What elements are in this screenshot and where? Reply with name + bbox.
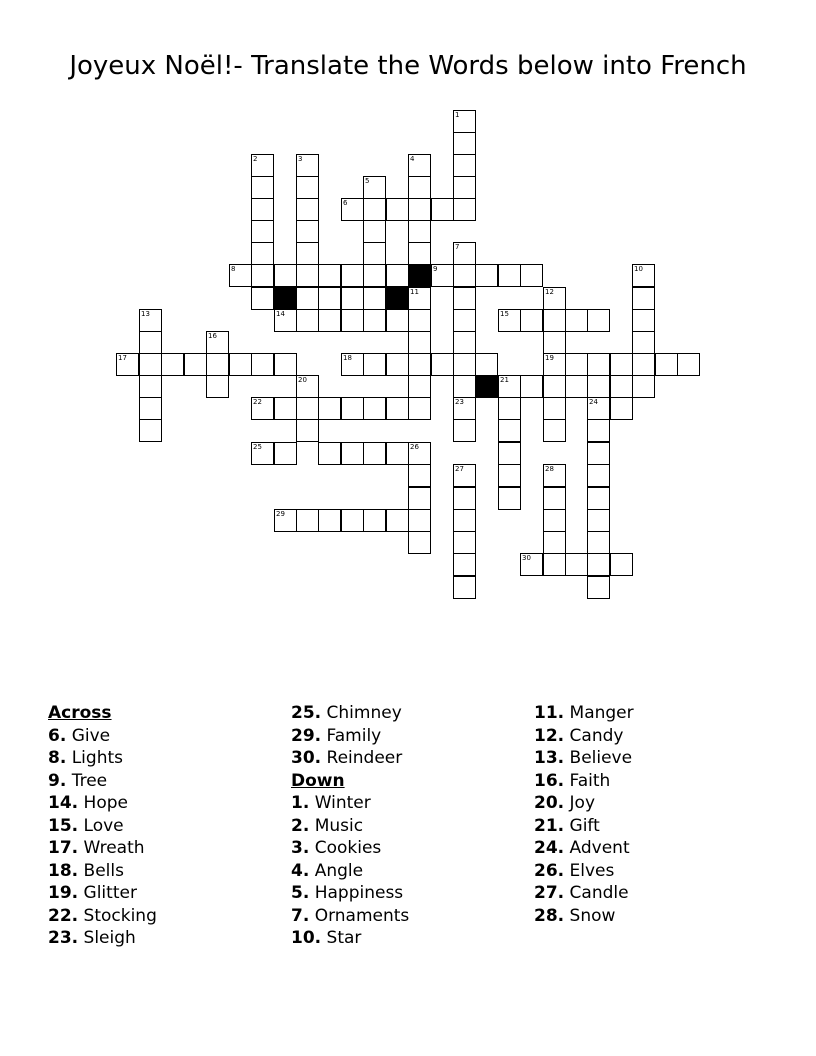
clue-item	[534, 837, 774, 860]
grid-cell[interactable]	[251, 220, 274, 243]
grid-cell[interactable]	[408, 331, 431, 354]
clue-number: 17	[118, 354, 127, 362]
clues-column-3	[534, 702, 774, 927]
grid-cell[interactable]	[587, 353, 610, 376]
grid-cell[interactable]	[453, 419, 476, 442]
clue-item	[48, 905, 288, 928]
grid-cell[interactable]	[587, 487, 610, 510]
grid-cell[interactable]	[274, 264, 297, 287]
grid-cell[interactable]	[408, 509, 431, 532]
grid-cell[interactable]	[453, 531, 476, 554]
grid-cell[interactable]	[206, 353, 229, 376]
grid-cell[interactable]	[139, 353, 162, 376]
grid-cell[interactable]	[386, 509, 409, 532]
clue-item-number: 2.	[291, 815, 310, 836]
grid-cell[interactable]	[363, 242, 386, 265]
clue-item-number: 25.	[291, 703, 322, 723]
grid-cell[interactable]	[251, 198, 274, 221]
clue-item	[534, 747, 774, 770]
grid-cell[interactable]	[363, 509, 386, 532]
grid-cell[interactable]	[408, 375, 431, 398]
clue-item	[48, 882, 288, 905]
clue-item-text: Family	[326, 725, 382, 746]
grid-cell[interactable]	[453, 287, 476, 310]
clue-number: 29	[276, 510, 285, 518]
clue-item-text: Believe	[569, 748, 633, 768]
grid-cell[interactable]	[587, 553, 610, 576]
grid-cell[interactable]	[587, 442, 610, 465]
grid-cell[interactable]	[274, 442, 297, 465]
grid-cell[interactable]	[543, 375, 566, 398]
clue-item-text: Candy	[569, 725, 624, 746]
across-clue-list	[48, 725, 288, 950]
clue-item	[291, 702, 531, 725]
clue-item-number: 22.	[48, 905, 79, 926]
clue-number: 26	[410, 443, 419, 451]
grid-cell[interactable]	[520, 309, 543, 332]
clue-item-text: Hope	[83, 793, 128, 813]
grid-cell[interactable]	[251, 242, 274, 265]
grid-cell[interactable]	[296, 264, 319, 287]
clue-item	[291, 725, 531, 748]
grid-cell[interactable]	[206, 375, 229, 398]
clue-number: 19	[545, 354, 554, 362]
grid-cell[interactable]	[498, 264, 521, 287]
clue-item-number: 1.	[291, 793, 310, 813]
down-clue-list	[291, 792, 531, 950]
grid-cell[interactable]	[341, 509, 364, 532]
clue-item-text: Angle	[314, 860, 364, 881]
grid-cell[interactable]	[498, 397, 521, 420]
grid-cell[interactable]	[453, 176, 476, 199]
grid-cell[interactable]	[498, 487, 521, 510]
clue-item-text: Winter	[314, 793, 371, 813]
grid-cell[interactable]	[453, 553, 476, 576]
grid-cell[interactable]	[543, 397, 566, 420]
clue-item-number: 29.	[291, 725, 322, 746]
grid-cell[interactable]	[274, 397, 297, 420]
clue-item	[534, 905, 774, 928]
clue-item-text: Snow	[569, 905, 616, 926]
grid-cell[interactable]	[543, 331, 566, 354]
grid-cell[interactable]	[587, 464, 610, 487]
grid-cell[interactable]	[363, 353, 386, 376]
grid-cell[interactable]	[139, 419, 162, 442]
grid-cell[interactable]	[296, 509, 319, 532]
grid-cell[interactable]	[161, 353, 184, 376]
grid-cell[interactable]	[498, 442, 521, 465]
grid-cell[interactable]	[139, 375, 162, 398]
grid-cell[interactable]	[475, 264, 498, 287]
clue-item-number: 16.	[534, 770, 565, 791]
clue-item	[48, 725, 288, 748]
clue-number: 3	[298, 155, 303, 163]
grid-cell[interactable]	[296, 176, 319, 199]
grid-cell[interactable]	[632, 375, 655, 398]
grid-cell[interactable]	[520, 264, 543, 287]
grid-cell[interactable]	[587, 531, 610, 554]
grid-cell[interactable]	[453, 309, 476, 332]
clue-number: 5	[365, 177, 370, 185]
clue-item-number: 27.	[534, 883, 565, 903]
clue-number: 21	[500, 376, 509, 384]
clue-item-number: 23.	[48, 928, 79, 948]
grid-cell[interactable]	[408, 487, 431, 510]
grid-cell[interactable]	[453, 375, 476, 398]
grid-cell[interactable]	[543, 419, 566, 442]
grid-cell[interactable]	[229, 353, 252, 376]
clue-item-text: Joy	[569, 793, 596, 813]
clue-item-number: 18.	[48, 860, 79, 881]
grid-cell[interactable]	[498, 419, 521, 442]
grid-cell[interactable]	[677, 353, 700, 376]
clue-number: 15	[500, 310, 509, 318]
grid-cell[interactable]	[587, 576, 610, 599]
clue-item-number: 13.	[534, 748, 565, 768]
clue-number: 23	[455, 398, 464, 406]
grid-cell[interactable]	[408, 309, 431, 332]
grid-cell[interactable]	[408, 464, 431, 487]
clue-item-text: Manger	[569, 703, 634, 723]
clue-number: 22	[253, 398, 262, 406]
grid-cell[interactable]	[408, 397, 431, 420]
clue-item-number: 20.	[534, 793, 565, 813]
clue-item-text: Chimney	[326, 703, 402, 723]
grid-cell[interactable]	[453, 132, 476, 155]
grid-cell[interactable]	[453, 198, 476, 221]
clue-item	[291, 837, 531, 860]
clue-number: 20	[298, 376, 307, 384]
clue-item	[48, 792, 288, 815]
grid-cell[interactable]	[296, 220, 319, 243]
grid-cell[interactable]	[386, 198, 409, 221]
clue-number: 28	[545, 465, 554, 473]
grid-cell[interactable]	[408, 176, 431, 199]
clue-item	[291, 860, 531, 883]
grid-cell[interactable]	[408, 353, 431, 376]
clue-item-text: Wreath	[83, 838, 145, 858]
clue-item-number: 26.	[534, 860, 565, 881]
grid-cell-black	[386, 287, 409, 310]
grid-cell[interactable]	[363, 220, 386, 243]
clue-item-number: 19.	[48, 883, 79, 903]
clue-item-text: Glitter	[83, 883, 137, 903]
grid-cell[interactable]	[587, 509, 610, 532]
clue-item-text: Music	[314, 815, 364, 836]
grid-cell-black	[274, 287, 297, 310]
grid-cell[interactable]	[453, 576, 476, 599]
grid-cell[interactable]	[543, 509, 566, 532]
clue-item-text: Elves	[569, 860, 615, 881]
clue-item	[48, 837, 288, 860]
grid-cell[interactable]	[341, 442, 364, 465]
clue-item-text: Reindeer	[326, 748, 403, 768]
clue-item-number: 21.	[534, 815, 565, 836]
clue-number: 7	[455, 243, 460, 251]
clue-number: 11	[410, 288, 419, 296]
grid-cell[interactable]	[363, 309, 386, 332]
down-heading: Down	[291, 770, 345, 791]
clues-column-1	[48, 702, 288, 950]
page-title: Joyeux Noël!- Translate the Words below into French	[69, 51, 747, 81]
clue-item-number: 12.	[534, 725, 565, 746]
clue-item-text: Sleigh	[83, 928, 136, 948]
clue-number: 27	[455, 465, 464, 473]
grid-cell[interactable]	[565, 375, 588, 398]
clue-number: 13	[141, 310, 150, 318]
clue-item	[534, 882, 774, 905]
clue-item-text: Advent	[569, 838, 630, 858]
clue-number: 16	[208, 332, 217, 340]
grid-cell[interactable]	[251, 353, 274, 376]
grid-cell[interactable]	[543, 531, 566, 554]
grid-cell[interactable]	[408, 531, 431, 554]
grid-cell[interactable]	[565, 309, 588, 332]
grid-cell[interactable]	[453, 509, 476, 532]
clue-number: 8	[231, 265, 236, 273]
clue-item	[534, 725, 774, 748]
clue-item-text: Lights	[71, 748, 123, 768]
clues-column-2	[291, 702, 531, 950]
grid-cell[interactable]	[363, 264, 386, 287]
grid-cell[interactable]	[431, 353, 454, 376]
clue-number: 30	[522, 554, 531, 562]
clue-item-text: Cookies	[314, 838, 382, 858]
clue-item	[48, 815, 288, 838]
clue-item-text: Gift	[569, 815, 600, 836]
grid-cell[interactable]	[453, 331, 476, 354]
clue-item-number: 30.	[291, 748, 322, 768]
clue-item-number: 24.	[534, 838, 565, 858]
grid-cell[interactable]	[610, 553, 633, 576]
grid-cell[interactable]	[296, 309, 319, 332]
grid-cell[interactable]	[386, 397, 409, 420]
clue-item	[534, 860, 774, 883]
clue-number: 2	[253, 155, 258, 163]
clue-item	[291, 792, 531, 815]
clue-item	[291, 882, 531, 905]
clue-item-number: 11.	[534, 703, 565, 723]
grid-cell[interactable]	[565, 353, 588, 376]
grid-cell[interactable]	[184, 353, 207, 376]
grid-cell[interactable]	[632, 287, 655, 310]
grid-cell[interactable]	[386, 264, 409, 287]
clue-item-number: 6.	[48, 725, 67, 746]
grid-cell[interactable]	[632, 331, 655, 354]
clue-item	[534, 792, 774, 815]
grid-cell[interactable]	[318, 509, 341, 532]
clue-item	[48, 770, 288, 793]
across-heading: Across	[48, 703, 112, 723]
grid-cell[interactable]	[251, 264, 274, 287]
clue-number: 24	[589, 398, 598, 406]
clue-item-number: 5.	[291, 883, 310, 903]
clue-number: 10	[634, 265, 643, 273]
clue-item-number: 9.	[48, 770, 67, 791]
clue-item-text: Ornaments	[314, 905, 410, 926]
grid-cell[interactable]	[453, 264, 476, 287]
clue-item-number: 15.	[48, 815, 79, 836]
grid-cell[interactable]	[139, 397, 162, 420]
grid-cell[interactable]	[520, 375, 543, 398]
clue-item	[48, 747, 288, 770]
grid-cell[interactable]	[610, 375, 633, 398]
grid-cell[interactable]	[610, 397, 633, 420]
clue-item	[291, 815, 531, 838]
grid-cell[interactable]	[251, 287, 274, 310]
clue-item-text: Faith	[569, 770, 611, 791]
grid-cell[interactable]	[610, 353, 633, 376]
grid-cell[interactable]	[475, 353, 498, 376]
clue-item-number: 14.	[48, 793, 79, 813]
grid-cell[interactable]	[318, 264, 341, 287]
grid-cell[interactable]	[296, 397, 319, 420]
grid-cell[interactable]	[543, 553, 566, 576]
grid-cell[interactable]	[453, 353, 476, 376]
grid-cell[interactable]	[587, 419, 610, 442]
grid-cell-black	[408, 264, 431, 287]
clue-number: 1	[455, 111, 460, 119]
grid-cell[interactable]	[408, 242, 431, 265]
grid-cell[interactable]	[341, 264, 364, 287]
grid-cell[interactable]	[363, 198, 386, 221]
grid-cell[interactable]	[498, 464, 521, 487]
clue-number: 9	[433, 265, 438, 273]
grid-cell[interactable]	[386, 442, 409, 465]
clue-number: 14	[276, 310, 285, 318]
clue-item-text: Stocking	[83, 905, 157, 926]
clue-item-text: Bells	[83, 860, 124, 881]
grid-cell[interactable]	[453, 487, 476, 510]
grid-cell[interactable]	[318, 442, 341, 465]
grid-cell[interactable]	[341, 397, 364, 420]
grid-cell[interactable]	[318, 287, 341, 310]
grid-cell[interactable]	[251, 176, 274, 199]
grid-cell[interactable]	[587, 309, 610, 332]
clue-item	[291, 905, 531, 928]
grid-cell[interactable]	[296, 287, 319, 310]
clue-item-text: Love	[83, 815, 124, 836]
grid-cell[interactable]	[408, 198, 431, 221]
clue-item	[48, 927, 288, 950]
grid-cell[interactable]	[296, 198, 319, 221]
grid-cell-black	[475, 375, 498, 398]
clue-item	[48, 860, 288, 883]
clue-item	[534, 770, 774, 793]
clue-item-text: Star	[326, 928, 362, 948]
grid-cell[interactable]	[543, 309, 566, 332]
clue-item-number: 3.	[291, 838, 310, 858]
grid-cell[interactable]	[296, 419, 319, 442]
down-clue-list-continued	[534, 702, 774, 927]
clue-number: 18	[343, 354, 352, 362]
clue-item	[534, 702, 774, 725]
clue-item-number: 4.	[291, 860, 310, 881]
clue-item-number: 7.	[291, 905, 310, 926]
grid-cell[interactable]	[296, 242, 319, 265]
clue-number: 4	[410, 155, 415, 163]
clue-item-number: 10.	[291, 928, 322, 948]
grid-cell[interactable]	[318, 397, 341, 420]
clue-item	[534, 815, 774, 838]
grid-cell[interactable]	[453, 154, 476, 177]
grid-cell[interactable]	[565, 553, 588, 576]
grid-cell[interactable]	[341, 309, 364, 332]
grid-cell[interactable]	[408, 220, 431, 243]
grid-cell[interactable]	[632, 353, 655, 376]
grid-cell[interactable]	[318, 309, 341, 332]
grid-cell[interactable]	[655, 353, 678, 376]
clue-item-number: 28.	[534, 905, 565, 926]
clue-item-number: 17.	[48, 838, 79, 858]
grid-cell[interactable]	[431, 198, 454, 221]
grid-cell[interactable]	[386, 309, 409, 332]
grid-cell[interactable]	[341, 287, 364, 310]
clue-item-number: 8.	[48, 748, 67, 768]
grid-cell[interactable]	[587, 375, 610, 398]
clue-item-text: Give	[71, 725, 111, 746]
grid-cell[interactable]	[543, 487, 566, 510]
grid-cell[interactable]	[363, 397, 386, 420]
grid-cell[interactable]	[632, 309, 655, 332]
grid-cell[interactable]	[386, 353, 409, 376]
grid-cell[interactable]	[363, 287, 386, 310]
clue-number: 12	[545, 288, 554, 296]
clue-item-text: Happiness	[314, 883, 404, 903]
grid-cell[interactable]	[274, 353, 297, 376]
clue-number: 6	[343, 199, 348, 207]
clue-item-text: Candle	[569, 883, 629, 903]
clue-number: 25	[253, 443, 262, 451]
clue-item-text: Tree	[71, 770, 108, 791]
across-clue-list-continued	[291, 702, 531, 770]
grid-cell[interactable]	[139, 331, 162, 354]
clue-item	[291, 747, 531, 770]
grid-cell[interactable]	[363, 442, 386, 465]
clue-item	[291, 927, 531, 950]
